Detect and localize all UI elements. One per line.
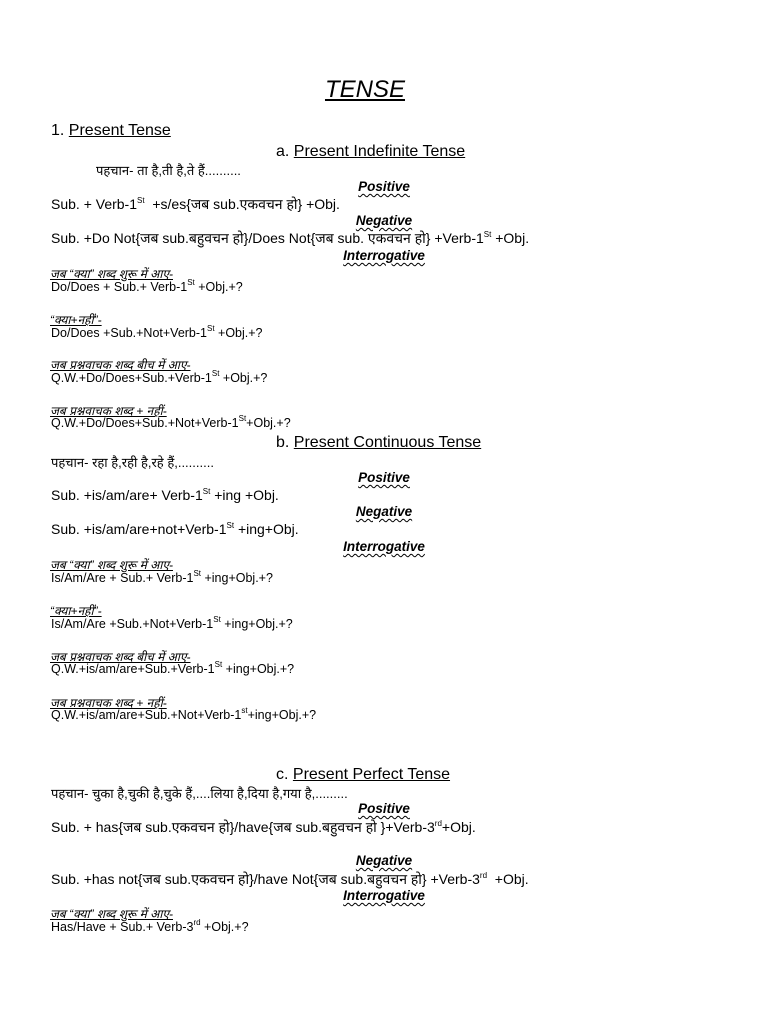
negative-label: Negative (355, 504, 413, 519)
identification-text: पहचान- रहा है,रही है,रहे हैं,.......... (51, 455, 214, 470)
formula-text: Do/Does + Sub.+ Verb-1St +Obj.+? (51, 278, 243, 294)
negative-label: Negative (355, 853, 413, 868)
heading-label: Present Indefinite Tense (293, 143, 466, 160)
negative-rule: Sub. +Do Not{जब sub.बहुवचन हो}/Does Not{जब sub. एकवचन हो} +Verb-1St +Obj. (51, 230, 530, 246)
formula-text: Q.W.+is/am/are+Sub.+Not+Verb-1st+ing+Obj.+? (51, 706, 317, 722)
condition-text: जब “क्या” शब्द शुरू में आए- (50, 267, 173, 281)
formula-text: Has/Have + Sub.+ Verb-3rd +Obj.+? (51, 918, 249, 934)
interrogative-label: Interrogative (343, 248, 425, 263)
formula-text: Is/Am/Are + Sub.+ Verb-1St +ing+Obj.+? (51, 569, 273, 585)
heading-present-continuous (276, 434, 481, 452)
condition-text: “क्या+नहीं”- (50, 604, 102, 618)
formula-text: Q.W.+is/am/are+Sub.+Verb-1St +ing+Obj.+? (51, 660, 295, 676)
positive-rule: Sub. +is/am/are+ Verb-1St +ing +Obj. (51, 487, 279, 503)
section-number: 1. (51, 122, 65, 139)
positive-rule: Sub. + has{जब sub.एकवचन हो}/have{जब sub.बहुवचन हो }+Verb-3rd+Obj. (51, 819, 476, 835)
condition-text: जब “क्या” शब्द शुरू में आए- (50, 907, 173, 921)
formula-text: Do/Does +Sub.+Not+Verb-1St +Obj.+? (51, 324, 263, 340)
condition-text: जब प्रश्नवाचक शब्द बीच में आए- (50, 650, 191, 664)
formula-text: Is/Am/Are +Sub.+Not+Verb-1St +ing+Obj.+? (51, 615, 293, 631)
page-title: TENSE (324, 76, 405, 103)
section-heading-present-tense (51, 122, 171, 140)
condition-text: जब “क्या” शब्द शुरू में आए- (50, 558, 173, 572)
positive-rule: Sub. + Verb-1St +s/es{जब sub.एकवचन हो} +Obj. (51, 196, 340, 212)
condition-text: जब प्रश्नवाचक शब्द + नहीं- (50, 696, 167, 710)
positive-label: Positive (358, 801, 410, 816)
condition-text: “क्या+नहीं”- (50, 313, 102, 327)
positive-label: Positive (358, 470, 410, 485)
negative-label: Negative (355, 213, 413, 228)
heading-present-perfect (276, 766, 450, 784)
positive-label: Positive (358, 179, 410, 194)
heading-letter: c. (276, 766, 289, 783)
formula-text: Q.W.+Do/Does+Sub.+Verb-1St +Obj.+? (51, 369, 268, 385)
heading-letter: a. (276, 143, 290, 160)
identification-text: पहचान- ता है,ती है,ते हैं.......... (96, 163, 241, 178)
interrogative-label: Interrogative (343, 888, 425, 903)
heading-letter: b. (276, 434, 290, 451)
section-label: Present Tense (68, 122, 171, 139)
formula-text: Q.W.+Do/Does+Sub.+Not+Verb-1St+Obj.+? (51, 414, 291, 430)
negative-rule: Sub. +is/am/are+not+Verb-1St +ing+Obj. (51, 521, 299, 537)
interrogative-label: Interrogative (343, 539, 425, 554)
negative-rule: Sub. +has not{जब sub.एकवचन हो}/have Not{जब sub.बहुवचन हो} +Verb-3rd +Obj. (51, 871, 529, 887)
heading-label: Present Continuous Tense (293, 434, 482, 451)
identification-text: पहचान- चुका है,चुकी है,चुके हैं,....लिया है,दिया है,गया है,......... (51, 786, 348, 801)
condition-text: जब प्रश्नवाचक शब्द बीच में आए- (50, 358, 191, 372)
condition-text: जब प्रश्नवाचक शब्द + नहीं- (50, 404, 167, 418)
heading-present-indefinite (276, 143, 465, 161)
heading-label: Present Perfect Tense (292, 766, 451, 783)
